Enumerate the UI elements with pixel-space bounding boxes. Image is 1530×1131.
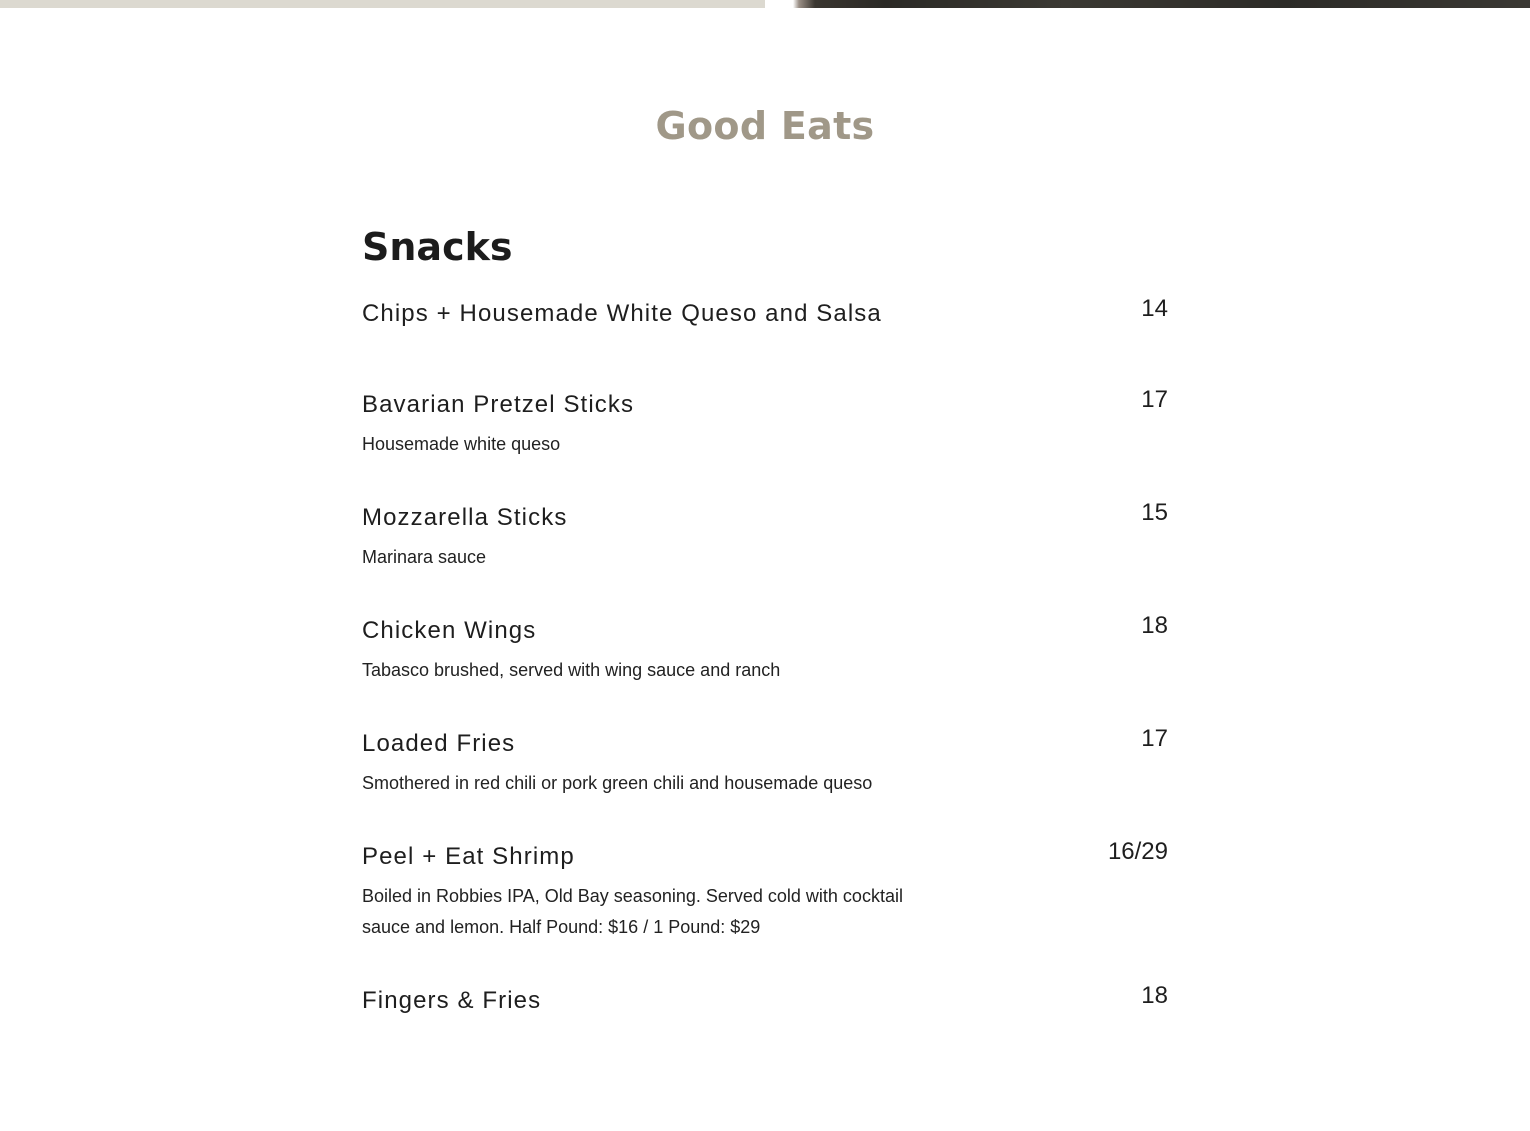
hero-image-strip <box>0 0 1530 8</box>
hero-photo <box>765 0 1530 8</box>
menu-item <box>362 725 1168 799</box>
menu-section <box>362 222 1168 1076</box>
menu-item <box>362 982 1168 1017</box>
item-description: Marinara sauce <box>362 547 487 567</box>
menu-item <box>362 838 1168 943</box>
item-name: Mozzarella Sticks <box>362 504 568 531</box>
item-price: 14 <box>1141 295 1168 322</box>
item-description: Housemade white queso <box>362 434 561 454</box>
menu-item <box>362 612 1168 686</box>
menu-item <box>362 295 1168 330</box>
item-description: Smothered in red chili or pork green chili and housemade queso <box>362 773 873 793</box>
menu-item <box>362 386 1168 460</box>
item-name: Chips + Housemade White Queso and Salsa <box>362 300 882 327</box>
item-price: 18 <box>1141 612 1168 639</box>
item-name: Peel + Eat Shrimp <box>362 843 575 870</box>
item-name: Fingers & Fries <box>362 987 542 1014</box>
category-heading: Snacks <box>362 225 513 269</box>
item-price: 17 <box>1141 386 1168 413</box>
item-description: Boiled in Robbies IPA, Old Bay seasoning. Served cold with cocktail sauce and lemon. Half Pound: $16 / 1 Pound: $29 <box>362 886 903 937</box>
item-price: 18 <box>1141 982 1168 1009</box>
item-name: Bavarian Pretzel Sticks <box>362 391 635 418</box>
hero-left-panel <box>0 0 765 8</box>
item-price: 16/29 <box>1107 838 1168 865</box>
page-title: Good Eats <box>655 104 875 148</box>
item-name: Loaded Fries <box>362 730 516 757</box>
item-price: 17 <box>1141 725 1168 752</box>
item-name: Chicken Wings <box>362 617 537 644</box>
item-description: Tabasco brushed, served with wing sauce and ranch <box>362 660 781 680</box>
item-price: 15 <box>1141 499 1168 526</box>
menu-item <box>362 499 1168 573</box>
